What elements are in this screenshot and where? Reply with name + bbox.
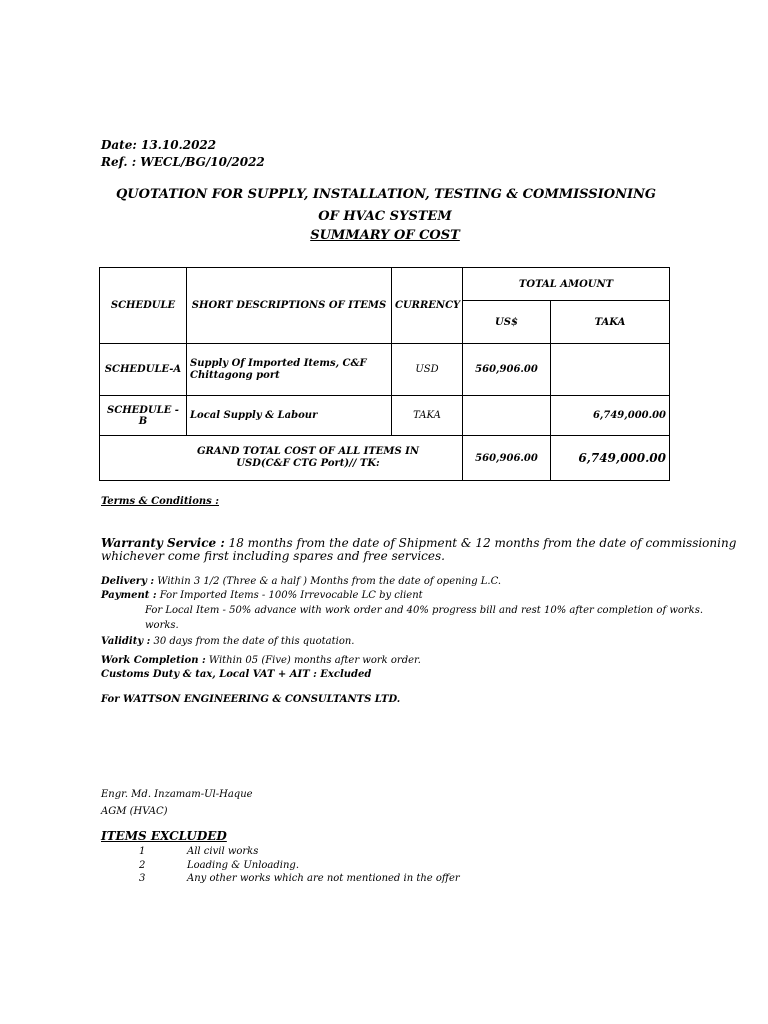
row-currency: TAKA xyxy=(392,396,463,436)
quotation-reference: Ref. : WECL/BG/10/2022 xyxy=(101,155,265,169)
payment-local-line1: For Local Item - 50% advance with work order and 40% progress bill and rest 10% after completion of works. xyxy=(145,605,704,616)
table-row xyxy=(100,396,670,436)
signatory-title: AGM (HVAC) xyxy=(101,806,168,817)
document-title-line1: QUOTATION FOR SUPPLY, INSTALLATION, TESTING & COMMISSIONING xyxy=(115,187,657,202)
row-usd: 560,906.00 xyxy=(463,344,551,396)
validity-label: Validity : xyxy=(101,636,151,647)
header-total-amount: TOTAL AMOUNT xyxy=(463,268,670,301)
excluded-item-number: 2 xyxy=(139,860,146,871)
warranty-line2: whichever come first including spares and free services. xyxy=(101,549,445,563)
delivery-label: Delivery : xyxy=(101,576,155,587)
terms-heading: Terms & Conditions : xyxy=(101,496,219,507)
delivery-line xyxy=(101,576,501,587)
summary-of-cost-heading: SUMMARY OF COST xyxy=(310,228,460,243)
excluded-item-text: Any other works which are not mentioned in the offer xyxy=(187,873,460,884)
items-excluded-heading: ITEMS EXCLUDED xyxy=(101,829,227,843)
customs-line: Customs Duty & tax, Local VAT + AIT : Excluded xyxy=(101,669,372,680)
grand-total-taka: 6,749,000.00 xyxy=(551,436,670,481)
header-description: SHORT DESCRIPTIONS OF ITEMS xyxy=(187,268,392,344)
row-currency: USD xyxy=(392,344,463,396)
row-schedule: SCHEDULE-A xyxy=(100,344,187,396)
row-taka xyxy=(551,344,670,396)
header-taka: TAKA xyxy=(551,301,670,344)
payment-text: For Imported Items - 100% Irrevocable LC by client xyxy=(156,590,423,601)
grand-total-row xyxy=(100,436,670,481)
header-currency: CURRENCY xyxy=(392,268,463,344)
document-title-line2: OF HVAC SYSTEM xyxy=(318,209,452,224)
table-row xyxy=(100,344,670,396)
excluded-item-number: 1 xyxy=(139,846,146,857)
delivery-text: Within 3 1/2 (Three & a half ) Months from the date of opening L.C. xyxy=(154,576,502,587)
header-usd: US$ xyxy=(463,301,551,344)
row-taka: 6,749,000.00 xyxy=(551,396,670,436)
row-description: Local Supply & Labour xyxy=(187,396,392,436)
row-usd xyxy=(463,396,551,436)
grand-total-label: GRAND TOTAL COST OF ALL ITEMS IN USD(C&F CTG Port)// TK: xyxy=(100,436,463,481)
warranty-line1 xyxy=(101,536,736,550)
payment-local-line2: works. xyxy=(145,620,179,631)
row-schedule: SCHEDULE - B xyxy=(100,396,187,436)
company-line: For WATTSON ENGINEERING & CONSULTANTS LTD. xyxy=(101,694,401,705)
cost-summary-table xyxy=(99,267,670,481)
payment-label: Payment : xyxy=(101,590,157,601)
signatory-name: Engr. Md. Inzamam-Ul-Haque xyxy=(101,789,253,800)
quotation-date: Date: 13.10.2022 xyxy=(101,138,217,152)
validity-line xyxy=(101,636,354,647)
header-schedule: SCHEDULE xyxy=(100,268,187,344)
warranty-label: Warranty Service : xyxy=(101,536,225,550)
row-description: Supply Of Imported Items, C&F Chittagong port xyxy=(187,344,392,396)
warranty-text: 18 months from the date of Shipment & 12 months from the date of commissioning xyxy=(224,536,737,550)
validity-text: 30 days from the date of this quotation. xyxy=(150,636,355,647)
work-completion-label: Work Completion : xyxy=(101,655,206,666)
work-completion-text: Within 05 (Five) months after work order. xyxy=(205,655,421,666)
excluded-item-text: All civil works xyxy=(187,846,259,857)
work-completion-line xyxy=(101,655,421,666)
excluded-item-number: 3 xyxy=(139,873,146,884)
excluded-item-text: Loading & Unloading. xyxy=(187,860,299,871)
payment-line xyxy=(101,590,423,601)
grand-total-usd: 560,906.00 xyxy=(463,436,551,481)
